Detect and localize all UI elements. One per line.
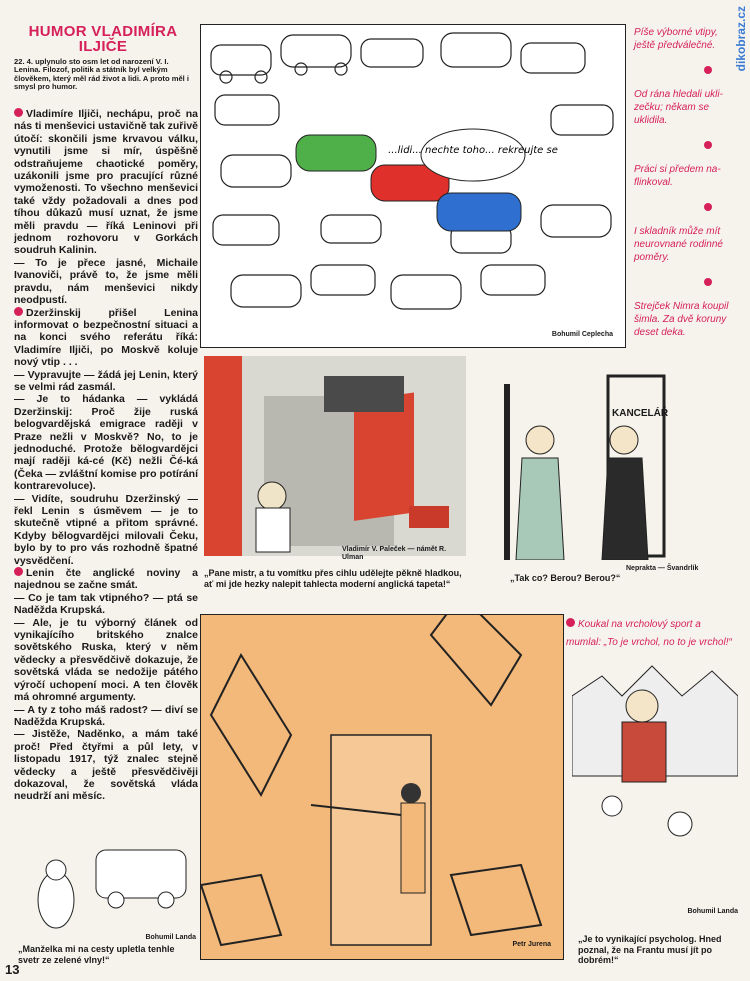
chairs-drawing [201,615,563,959]
bullet-icon [704,278,712,286]
article-paragraph: — A ty z toho máš radost? — diví se Naděžda Krupská. [14,703,198,728]
office-cartoon [504,370,676,560]
office-caption: „Tak co? Berou? Berou?“ [510,573,621,583]
peak-cartoon [572,656,738,922]
speech-bubble: ...lidi... nechte toho... rekreujte se [388,145,558,156]
side-note: Od rána hledali uklizečku; někam se uklidila. [634,89,723,126]
peak-caption: „Je to vynikající psycholog. Hned poznal, že na Frantu musí jít po dobrém!“ [578,934,722,965]
cartoon-credit: Bohumil Landa [687,908,738,915]
wall-caption: „Pane mistr, a tu vomítku přes cihlu udělejte pěkně hladkou, ať mi jde hezky nalepit tahlecta moderní anglická tapeta!“ [204,568,462,589]
cartoon-credit: Vladimír V. Paleček — námět R. Ulman [342,546,447,561]
traffic-cartoon [200,24,626,348]
article-paragraph: — Ale, je tu výborný článek od vynikajícího britského znalce sovětského Ruska, který v něm vědecky a přesvědčivě dokazuje, že sovětská vláda se nedožije pátého výročí uchopení moci. A ten člověk má ohromné argumenty. [14,616,198,704]
cartoon-credit: Bohumil Landa [145,934,196,941]
side-notes [634,26,738,339]
peak-drawing [572,656,738,922]
wall-cartoon [204,356,466,561]
peak-text: Koukal na vrcholový sport a mumlal: „To je vrchol, no to je vrchol!“ [566,619,732,648]
article-paragraph: Dzeržinskij přišel Lenina informovat o bezpečnostní situaci a na konci svého referátu říká: Vladimíre Iljiči, po Moskvě koluje nový vtip . . . [14,306,198,369]
office-drawing [504,370,676,560]
bullet-icon [14,108,23,117]
car-drawing [16,830,196,942]
car-cartoon [16,830,196,942]
cartoon-credit: Bohumil Ceplecha [551,331,613,338]
cartoon-credit: Neprakta — Švandrlík [626,565,699,572]
wall-drawing [204,356,466,556]
article-paragraph: Vladimíre Iljiči, nechápu, proč na nás ti menševici ustavičně tak zuřivě útočí: skončili jsme krvavou válku, vynutili jsme si mír, úspěšně odstraňujeme chaotické poměry, uzákonili jsme pro pracující různé vymoženosti. To všechno menševici také vždy požadovali a dnes pod tíhou důkazů musí uznat, že jsme měli pravdu — říká Leninovi při jednom rozhovoru v Gorkách soudruh Kalinin. [14,108,198,257]
bullet-icon [14,307,23,316]
page-title: HUMOR VLADIMÍRA ILJIČE [28,23,178,55]
side-note: I skladník může mít neurovnané rodinné poměry. [634,226,723,263]
article-paragraph: Lenin čte anglické noviny a najednou se začne smát. [14,567,198,592]
side-note: Strejček Nimra koupil šimla. Za dvě koruny deset deka. [634,301,729,338]
chairs-cartoon [200,614,564,960]
article-paragraph: — To je přece jasné, Michaile Ivanoviči, právě to, že jsme měli pravdu, nám menševici nikdy neodpustí. [14,256,198,307]
intro-text: 22. 4. uplynulo sto osm let od narození V. I. Lenina. Filozof, politik a státník byl velkým člověkem, který měl rád život a lidi. A proto měl i smysl pro humor. [14,57,189,92]
main-article [14,108,198,803]
article-paragraph: — Co je tam tak vtipného? — ptá se Naděžda Krupská. [14,591,198,617]
site-watermark: dikobraz.cz [734,6,748,72]
bullet-icon [704,203,712,211]
bullet-icon [14,567,23,576]
cartoon-credit: Petr Jurena [512,941,551,948]
traffic-drawing [201,25,625,347]
page-number: 13 [5,962,20,977]
article-paragraph: — Vypravujte — žádá jej Lenin, který se velmi rád zasmál. [14,368,198,393]
article-paragraph: — Vidíte, soudruhu Dzeržinský — řekl Lenin s úsměvem — je to skutečně vtipné a přitom správné. Kdyby bělogvardějci milovali Čeku, bylo by to pro vás rozhodně špatné vysvědčení. [14,492,198,567]
article-paragraph: — Je to hádanka — vykládá Dzeržinskij: Proč žije ruská belogvardějská emigrace raději v Praze nežli v Moskvě? No, to je jednoduché. Protože bělogvardějci mají raději ká-cé (Kč) nežli Čé-ká (Čeka — zvláštní komise pro potírání kontrarevoluce). [14,393,198,493]
bullet-icon [704,66,712,74]
bullet-icon [566,618,575,627]
side-note: Práci si předem naflinkoval. [634,164,721,188]
office-sign: KANCELÁŘ [612,408,669,419]
car-caption: „Manželka mi na cesty upletla tenhle svetr ze zelené vlny!“ [18,944,175,965]
side-note: Píše výborné vtipy, ještě předválečné. [634,27,718,51]
article-paragraph: — Jistěže, Naděnko, a mám také proč! Před čtyřmi a půl lety, v listopadu 1917, týž znalec stejně vědecky a ještě přesvědčivěji dokazoval, že sovětská vláda neudrží ani měsíc. [14,728,198,803]
bullet-icon [704,141,712,149]
